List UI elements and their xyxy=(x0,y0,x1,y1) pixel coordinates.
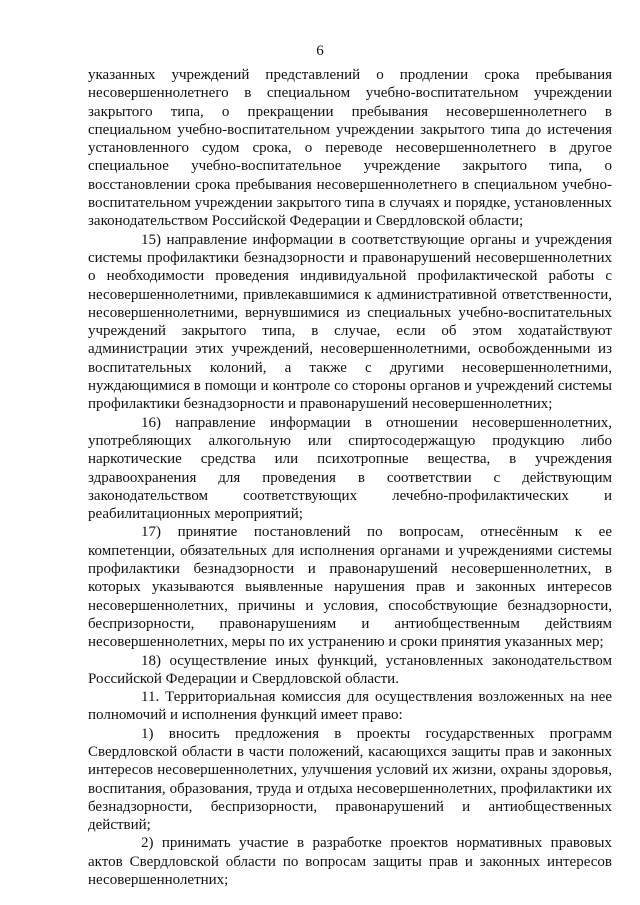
paragraph-right-2: 2) принимать участие в разработке проектов нормативных правовых актов Свердловской области по вопросам защиты прав и законных интересов несовершеннолетних; xyxy=(88,835,612,889)
paragraph-right-1: 1) вносить предложения в проекты государственных программ Свердловской области в части положений, касающихся защиты прав и законных интересов несовершеннолетних, улучшения условий их жизни, охраны здоровья, воспитания, образования, труда и отдыха несовершеннолетних, профилактики их безнадзорности, беспризорности, правонарушений и антиобщественных действий; xyxy=(88,725,612,834)
paragraph-item-16: 16) направление информации в отношении несовершеннолетних, употребляющих алкогольную или спиртосодержащую продукцию либо наркотические средства или психотропные вещества, в учреждения здравоохранения для проведения в соответствии с действующим законодательством соответствующих лечебно-профилактических и реабилитационных мероприятий; xyxy=(88,414,612,523)
paragraph-item-15: 15) направление информации в соответствующие органы и учреждения системы профилактики безнадзорности и правонарушений несовершеннолетних о необходимости проведения индивидуальной профилактической работы с несовершеннолетними, привлекавшимися к административной ответственности, несовершеннолетними, вернувшимися из специальных учебно-воспитательных учреждений закрытого типа, в случае, если об этом ходатайствуют администрации этих учреждений, несовершеннолетними, освобожденными из воспитательных колоний, а также с другими несовершеннолетними, нуждающимися в помощи и контроле со стороны органов и учреждений системы профилактики безнадзорности и правонарушений несовершеннолетних; xyxy=(88,231,612,413)
paragraph-continuation: указанных учреждений представлений о продлении срока пребывания несовершеннолетнего в специальном учебно-воспитательном учреждении закрытого типа, о прекращении пребывания несовершеннолетнего в специальном учебно-воспитательном учреждении закрытого типа до истечения установленного судом срока, о переводе несовершеннолетнего в другое специальное учебно-воспитательное учреждение закрытого типа, о восстановлении срока пребывания несовершеннолетнего в специальном учебно-воспитательном учреждении закрытого типа в случаях и порядке, установленных законодательством Российской Федерации и Свердловской области; xyxy=(88,67,612,230)
paragraph-clause-11: 11. Территориальная комиссия для осуществления возложенных на нее полномочий и исполнения функций имеет право: xyxy=(88,689,612,724)
page-number: 6 xyxy=(316,43,324,59)
paragraph-item-18: 18) осуществление иных функций, установленных законодательством Российской Федерации и Свердловской области. xyxy=(88,652,612,687)
document-body xyxy=(88,66,612,889)
paragraph-item-17: 17) принятие постановлений по вопросам, отнесённым к ее компетенции, обязательных для исполнения органами и учреждениями системы профилактики безнадзорности и правонарушений несовершеннолетних, в которых указываются выявленные нарушения прав и законных интересов несовершеннолетних, причины и условия, способствующие безнадзорности, беспризорности, правонарушениям и антиобщественным действиям несовершеннолетних, меры по их устранению и сроки принятия указанных мер; xyxy=(88,524,612,651)
